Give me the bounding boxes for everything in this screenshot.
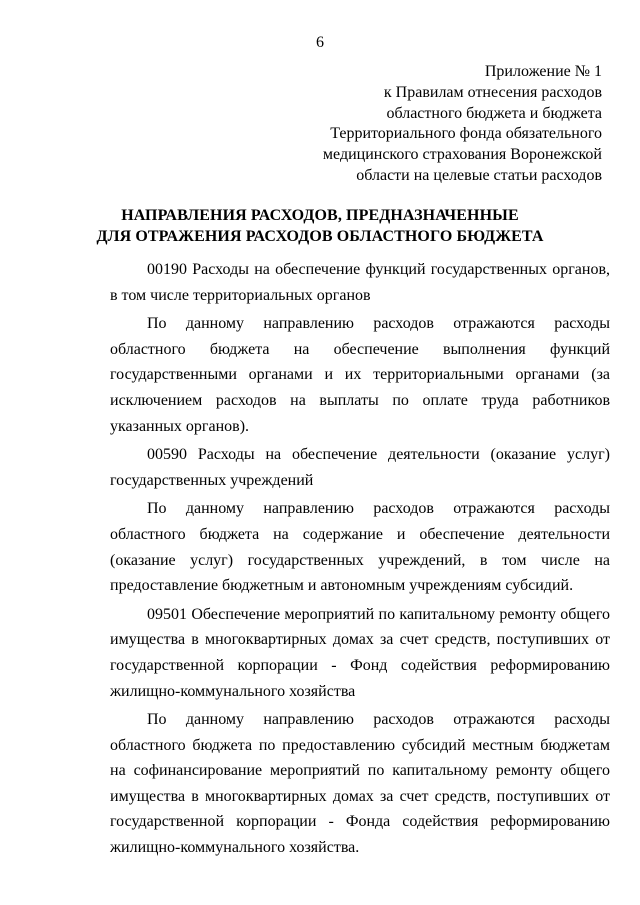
appendix-line: медицинского страхования Воронежской <box>322 146 602 164</box>
appendix-line: Территориального фонда обязательного <box>330 125 602 143</box>
title-line: НАПРАВЛЕНИЯ РАСХОДОВ, ПРЕДНАЗНАЧЕННЫЕ <box>121 207 519 224</box>
appendix-header <box>282 62 602 187</box>
appendix-line: к Правилам отнесения расходов <box>383 83 602 101</box>
expense-code-heading: 09501 Обеспечение мероприятий по капитальному ремонту общего имущества в многоквартирных домах за счет средств, поступивших от государственной корпорации - Фонд содействия реформированию жилищно-коммунального хозяйства <box>110 605 610 700</box>
page-number: 6 <box>316 34 324 51</box>
expense-description: По данному направлению расходов отражаются расходы областного бюджета по предоставлению субсидий местным бюджетам на софинансирование мероприятий по капитальному ремонту общего имущества в многоквартирных домах за счет средств, поступивших от государственной корпорации - Фонда содействия реформированию жилищно-коммунального хозяйства. <box>110 711 610 857</box>
appendix-line: области на целевые статьи расходов <box>356 166 602 184</box>
expense-code-heading: 00590 Расходы на обеспечение деятельности (оказание услуг) государственных учреждений <box>110 446 610 489</box>
title-line: ДЛЯ ОТРАЖЕНИЯ РАСХОДОВ ОБЛАСТНОГО БЮДЖЕТА <box>96 228 544 245</box>
expense-description: По данному направлению расходов отражаются расходы областного бюджета на содержание и обеспечение деятельности (оказание услуг) государственных учреждений, в том числе на предоставление бюджетным и автономным учреждениям субсидий. <box>110 500 610 595</box>
document-title <box>0 205 640 247</box>
appendix-line: Приложение № 1 <box>484 63 602 80</box>
expense-description: По данному направлению расходов отражаются расходы областного бюджета на обеспечение выполнения функций государственными органами и их территориальными органами (за исключением расходов на выплаты по оплате труда работников указанных органов). <box>110 315 610 435</box>
appendix-line: областного бюджета и бюджета <box>386 104 602 122</box>
document-body <box>110 257 610 861</box>
expense-code-heading: 00190 Расходы на обеспечение функций государственных органов, в том числе территориальных органов <box>110 261 610 304</box>
